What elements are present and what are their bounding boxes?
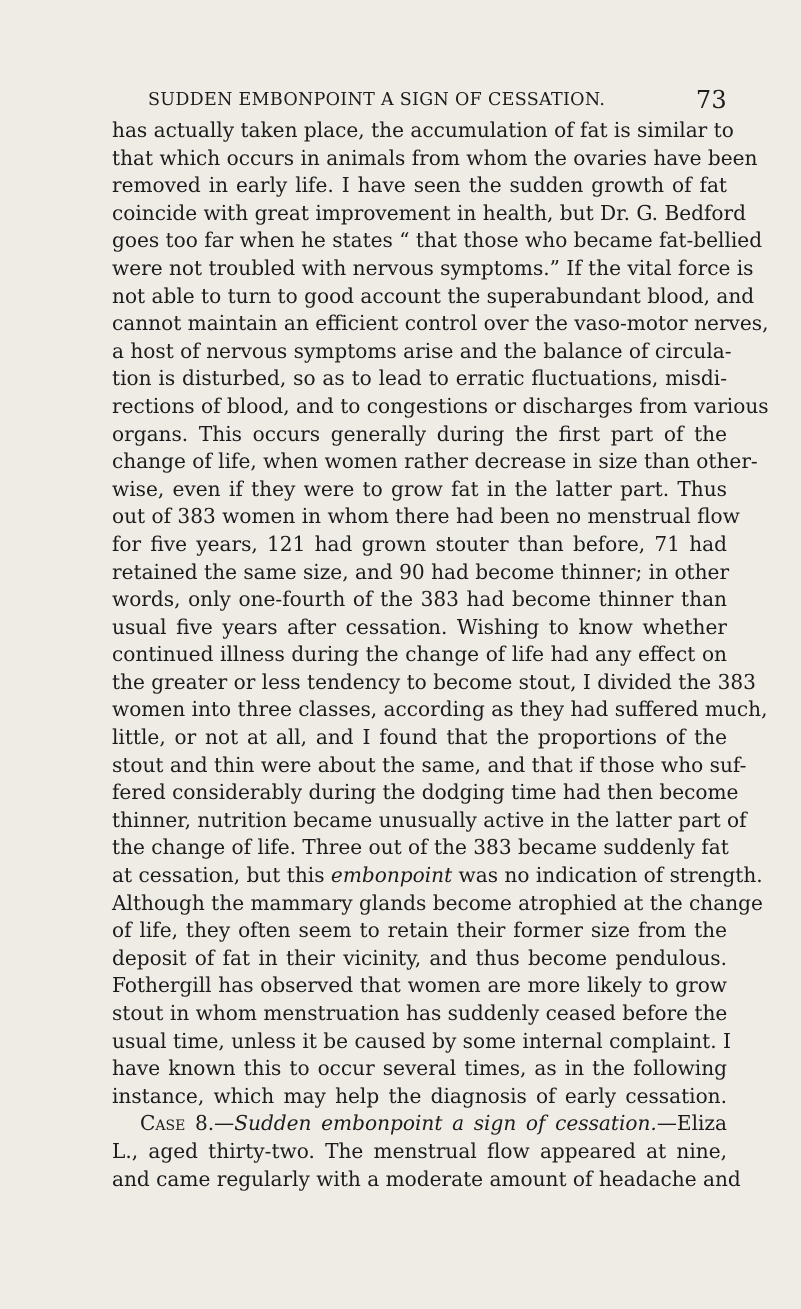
running-head xyxy=(112,86,727,118)
text-line: stout and thin were about the same, and that if those who suf- xyxy=(112,752,747,777)
text-line: has actually taken place, the accumulation of fat is similar to xyxy=(112,118,734,142)
text-line: little, or not at all, and I found that the proportions of the xyxy=(112,725,727,750)
text-line: of life, they often seem to retain their former size from the xyxy=(112,918,727,943)
text-line: out of 383 women in whom there had been no menstrual flow xyxy=(112,504,740,529)
text-run: was no indication of strength. xyxy=(452,863,763,888)
text-line: deposit of fat in their vicinity, and thus become pendulous. xyxy=(112,945,727,970)
text-line: usual time, unless it be caused by some internal complaint. I xyxy=(112,1028,731,1053)
text-line: words, only one-fourth of the 383 had become thinner than xyxy=(112,587,727,612)
text-line: instance, which may help the diagnosis of early cessation. xyxy=(112,1083,727,1108)
text-line: cannot maintain an efficient control over the vaso-motor nerves, xyxy=(112,311,769,336)
text-line: wise, even if they were to grow fat in the latter part. Thus xyxy=(112,476,727,501)
text-line: removed in early life. I have seen the sudden growth of fat xyxy=(112,173,727,198)
text-line: Although the mammary glands become atrophied at the change xyxy=(112,890,763,915)
text-line: organs. This occurs generally during the first part of the xyxy=(112,421,727,446)
page-number: 73 xyxy=(695,86,727,114)
text-line: that which occurs in animals from whom the ovaries have been xyxy=(112,145,758,170)
case-heading-line xyxy=(112,1110,727,1138)
text-line: the greater or less tendency to become stout, I divided the 383 xyxy=(112,669,756,694)
text-line: retained the same size, and 90 had become thinner; in other xyxy=(112,559,730,584)
text-line: not able to turn to good account the superabundant blood, and xyxy=(112,283,755,308)
body-text xyxy=(112,117,769,1193)
text-line: fered considerably during the dodging time had then become xyxy=(112,780,739,805)
text-run: —Eliza xyxy=(656,1111,727,1136)
running-title: SUDDEN EMBONPOINT A SIGN OF CESSATION. xyxy=(148,90,606,110)
text-line: for five years, 121 had grown stouter than before, 71 had xyxy=(112,531,727,556)
case-label: Case 8. xyxy=(140,1111,215,1136)
case-title: Sudden embonpoint a sign of cessation. xyxy=(234,1111,657,1136)
text-line: coincide with great improvement in health, but Dr. G. Bedford xyxy=(112,200,746,225)
text-line: and came regularly with a moderate amount of headache and xyxy=(112,1166,741,1191)
text-line: continued illness during the change of life had any effect on xyxy=(112,642,727,667)
text-line: usual five years after cessation. Wishing to know whether xyxy=(112,614,727,639)
text-line xyxy=(112,862,763,890)
text-line: a host of nervous symptoms arise and the balance of circula- xyxy=(112,338,732,363)
text-line: have known this to occur several times, as in the following xyxy=(112,1056,727,1081)
text-line: women into three classes, according as they had suffered much, xyxy=(112,697,768,722)
text-line: tion is disturbed, so as to lead to erratic fluctuations, misdi- xyxy=(112,366,727,391)
text-line: were not troubled with nervous symptoms.” If the vital force is xyxy=(112,255,754,280)
text-line: L., aged thirty-two. The menstrual flow appeared at nine, xyxy=(112,1138,727,1163)
text-line: thinner, nutrition became unusually active in the latter part of xyxy=(112,807,747,832)
text-line: change of life, when women rather decrease in size than other- xyxy=(112,449,758,474)
text-line: rections of blood, and to congestions or discharges from various xyxy=(112,393,769,418)
text-run: at cessation, but this xyxy=(112,863,331,888)
text-line: the change of life. Three out of the 383 became suddenly fat xyxy=(112,835,729,860)
case-dash: — xyxy=(214,1111,235,1136)
text-line: Fothergill has observed that women are more likely to grow xyxy=(112,973,727,998)
text-line: goes too far when he states “ that those who became fat-bellied xyxy=(112,228,763,253)
text-line: stout in whom menstruation has suddenly ceased before the xyxy=(112,1001,728,1025)
italic-term: embonpoint xyxy=(330,863,453,888)
